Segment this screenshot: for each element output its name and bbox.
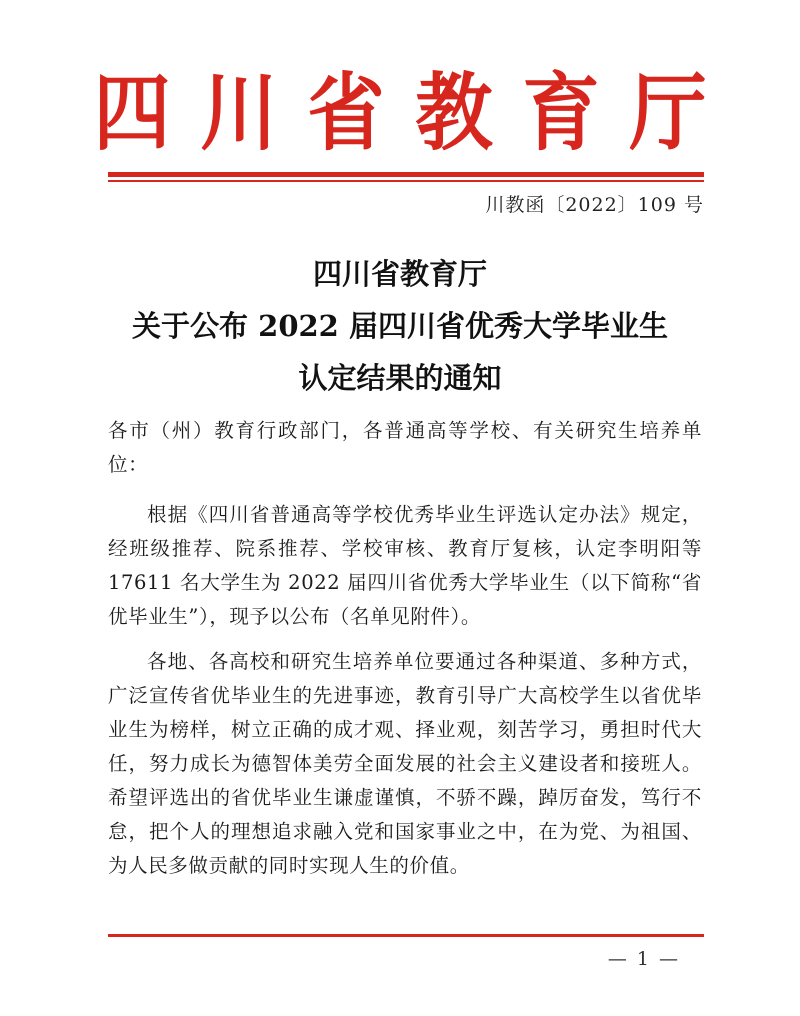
masthead-red-rule-thin: [108, 180, 704, 182]
title-line-1: 四川省教育厅: [312, 257, 487, 291]
paragraph-1-text: 根据《四川省普通高等学校优秀毕业生评选认定办法》规定，经班级推荐、院系推荐、学校审核、教育厅复核，认定李明阳等 17611 名大学生为 2022 届四川省优秀大学毕业生（以下简称“省优毕业生”），现予以公布（名单见附件）。: [108, 503, 702, 628]
masthead-char: 教: [414, 64, 493, 162]
masthead-char: 省: [307, 64, 386, 162]
paragraph-2: [108, 645, 702, 883]
document-number: 川教函〔2022〕109 号: [485, 194, 704, 216]
masthead-char: 厅: [629, 64, 707, 162]
paragraph-2-text: 各地、各高校和研究生培养单位要通过各种渠道、多种方式，广泛宣传省优毕业生的先进事迹，教育引导广大高校学生以省优毕业生为榜样，树立正确的成才观、择业观，刻苦学习，勇担时代大任，努力成长为德智体美劳全面发展的社会主义建设者和接班人。希望评选出的省优毕业生谦虚谨慎，不骄不躁，踔厉奋发，笃行不怠，把个人的理想追求融入党和国家事业之中，在为党、为祖国、为人民多做贡献的同时实现人生的价值。: [108, 650, 702, 877]
masthead-char: 川: [200, 64, 278, 162]
title-line-2: 关于公布 2022 届四川省优秀大学毕业生: [132, 309, 668, 343]
masthead-char: 育: [522, 64, 600, 162]
salutation: [108, 414, 702, 482]
masthead-char: 四: [93, 64, 171, 162]
salutation-text: 各市（州）教育行政部门，各普通高等学校、有关研究生培养单位：: [108, 419, 702, 476]
footer-red-rule: [108, 934, 704, 937]
page-number: — 1 —: [607, 948, 680, 970]
paragraph-1: [108, 498, 702, 634]
masthead-red-rule: [108, 172, 704, 177]
masthead-title: [90, 58, 710, 168]
title-line-3: 认定结果的通知: [298, 361, 502, 395]
